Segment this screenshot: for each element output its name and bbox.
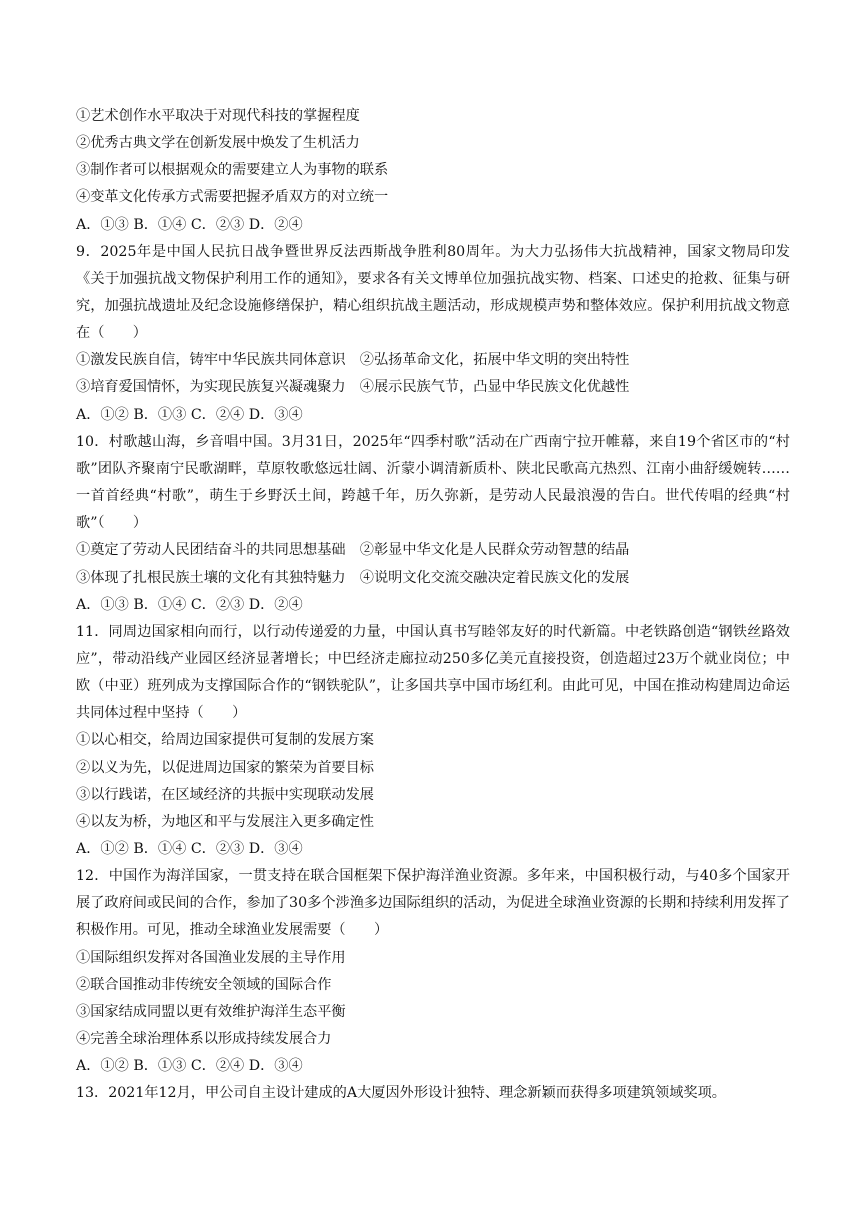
exam-page bbox=[76, 103, 790, 1107]
option: ①激发民族自信，铸牢中华民族共同体意识 ②弘扬革命文化，拓展中华文明的突出特性 bbox=[76, 352, 630, 369]
option: ③制作者可以根据观众的需要建立人为事物的联系 bbox=[76, 162, 389, 179]
question-stem: 13．2021年12月，甲公司自主设计建成的A大厦因外形设计独特、理念新颖而获得多项建筑领域奖项。 bbox=[76, 1085, 726, 1102]
option: ①以心相交，给周边国家提供可复制的发展方案 bbox=[76, 732, 374, 749]
option: ①奠定了劳动人民团结奋斗的共同思想基础 ②彰显中华文化是人民群众劳动智慧的结晶 bbox=[76, 542, 630, 559]
option: ②以义为先，以促进周边国家的繁荣为首要目标 bbox=[76, 759, 374, 776]
question-stem: 12．中国作为海洋国家，一贯支持在联合国框架下保护海洋渔业资源。多年来，中国积极行动，与40多个国家开展了政府间或民间的合作，参加了30多个涉渔多边国际组织的活动，为促进全球渔业资源的长期和持续利用发挥了积极作用。可见，推动全球渔业发展需要（ ） bbox=[76, 868, 790, 939]
answer-choices: A．①② B．①④ C．②③ D．③④ bbox=[76, 840, 303, 857]
question-stem: 11．同周边国家相向而行，以行动传递爱的力量，中国认真书写睦邻友好的时代新篇。中老铁路创造“钢铁丝路效应”，带动沿线产业园区经济显著增长；中巴经济走廊拉动250多亿美元直接投资，创造超过23万个就业岗位；中欧（中亚）班列成为支撑国际合作的“钢铁驼队”，让多国共享中国市场红利。由此可见，中国在推动构建周边命运共同体过程中坚持（ ） bbox=[76, 623, 790, 722]
option: ③培育爱国情怀，为实现民族复兴凝魂聚力 ④展示民族气节，凸显中华民族文化优越性 bbox=[76, 379, 630, 396]
answer-choices: A．①② B．①③ C．②④ D．③④ bbox=[76, 406, 303, 423]
question-stem: 9．2025年是中国人民抗日战争暨世界反法西斯战争胜利80周年。为大力弘扬伟大抗战精神，国家文物局印发《关于加强抗战文物保护利用工作的通知》，要求各有关文博单位加强抗战实物、档案、口述史的抢救、征集与研究，加强抗战遗址及纪念设施修缮保护，精心组织抗战主题活动，形成规模声势和整体效应。保护利用抗战文物意在（ ） bbox=[76, 243, 790, 342]
option: ①艺术创作水平取决于对现代科技的掌握程度 bbox=[76, 108, 360, 124]
answer-choices: A．①③ B．①④ C．②③ D．②④ bbox=[76, 596, 303, 613]
option: ②联合国推动非传统安全领域的国际合作 bbox=[76, 976, 332, 993]
option: ④变革文化传承方式需要把握矛盾双方的对立统一 bbox=[76, 189, 389, 206]
option: ④以友为桥，为地区和平与发展注入更多确定性 bbox=[76, 813, 374, 830]
option: ③以行践诺，在区域经济的共振中实现联动发展 bbox=[76, 786, 374, 803]
answer-choices: A．①③ B．①④ C．②③ D．②④ bbox=[76, 216, 303, 233]
option: ②优秀古典文学在创新发展中焕发了生机活力 bbox=[76, 135, 360, 152]
answer-choices: A．①② B．①③ C．②④ D．③④ bbox=[76, 1058, 303, 1075]
option: ③体现了扎根民族土壤的文化有其独特魅力 ④说明文化交流交融决定着民族文化的发展 bbox=[76, 569, 630, 586]
question-stem: 10．村歌越山海，乡音唱中国。3月31日，2025年“四季村歌”活动在广西南宁拉开帷幕，来自19个省区市的“村歌”团队齐聚南宁民歌湖畔，草原牧歌悠远壮阔、沂蒙小调清新质朴、陕北民歌高亢热烈、江南小曲舒缓婉转……一首首经典“村歌”，萌生于乡野沃土间，跨越千年，历久弥新，是劳动人民最浪漫的告白。世代传唱的经典“村歌”（ ） bbox=[76, 433, 790, 532]
option: ④完善全球治理体系以形成持续发展合力 bbox=[76, 1031, 332, 1048]
option: ③国家结成同盟以更有效维护海洋生态平衡 bbox=[76, 1003, 346, 1020]
option: ①国际组织发挥对各国渔业发展的主导作用 bbox=[76, 949, 346, 966]
